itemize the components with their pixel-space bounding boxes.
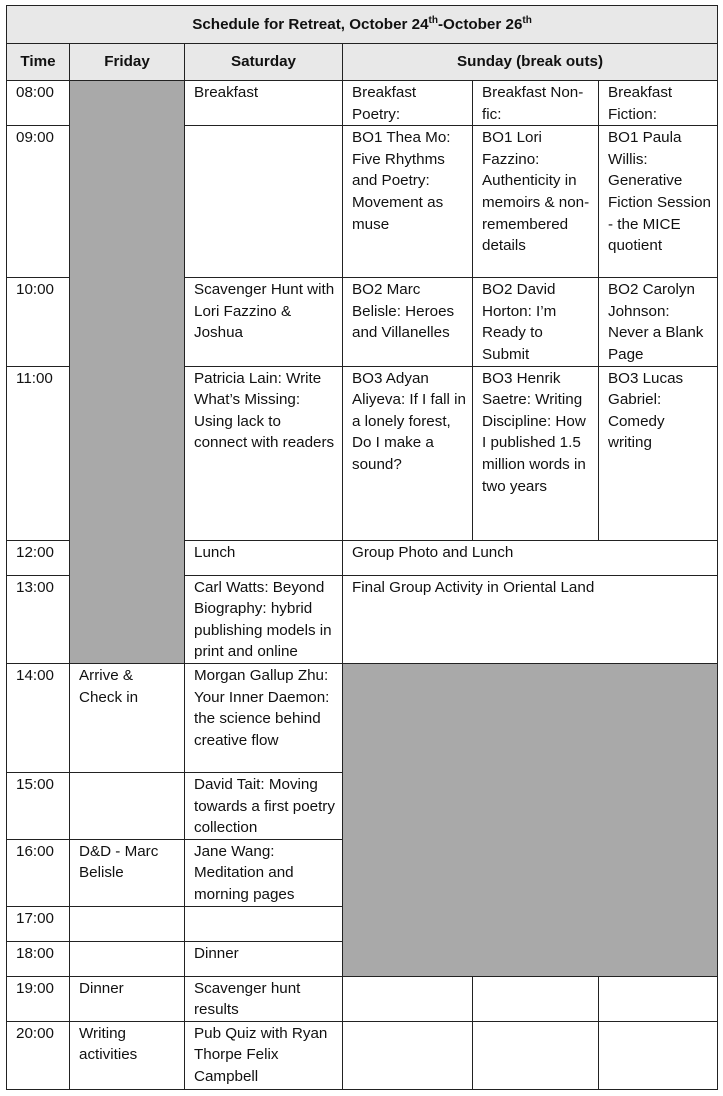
- sunday-nonfiction-cell: [473, 976, 599, 1021]
- sunday-nonfiction-cell: [473, 1021, 599, 1089]
- sunday-unavailable-block: [343, 663, 718, 976]
- table-row: [7, 81, 718, 126]
- saturday-cell: Breakfast: [185, 81, 343, 126]
- friday-cell: [70, 772, 185, 839]
- sunday-nonfiction-cell: BO2 David Horton: I’m Ready to Submit: [473, 278, 599, 366]
- friday-cell: Dinner: [70, 976, 185, 1021]
- header-sunday: Sunday (break outs): [343, 44, 718, 81]
- sunday-fiction-cell: [599, 1021, 718, 1089]
- time-cell: 08:00: [7, 81, 70, 126]
- friday-cell: [70, 941, 185, 976]
- saturday-cell: Carl Watts: Beyond Biography: hybrid publishing models in print and online: [185, 575, 343, 663]
- sunday-poetry-cell: [343, 1021, 473, 1089]
- friday-cell: Writing activities: [70, 1021, 185, 1089]
- title-row: [7, 6, 718, 44]
- time-cell: 20:00: [7, 1021, 70, 1089]
- sunday-poetry-cell: BO3 Adyan Aliyeva: If I fall in a lonely forest, Do I make a sound?: [343, 366, 473, 540]
- sunday-poetry-cell: BO2 Marc Belisle: Heroes and Villanelles: [343, 278, 473, 366]
- sunday-poetry-cell: Breakfast Poetry:: [343, 81, 473, 126]
- friday-cell: Arrive & Check in: [70, 663, 185, 772]
- header-saturday: Saturday: [185, 44, 343, 81]
- saturday-cell: Pub Quiz with Ryan Thorpe Felix Campbell: [185, 1021, 343, 1089]
- time-cell: 11:00: [7, 366, 70, 540]
- sunday-fiction-cell: [599, 976, 718, 1021]
- sunday-fiction-cell: BO3 Lucas Gabriel: Comedy writing: [599, 366, 718, 540]
- time-cell: 16:00: [7, 839, 70, 906]
- friday-cell: D&D - Marc Belisle: [70, 839, 185, 906]
- time-cell: 14:00: [7, 663, 70, 772]
- sunday-merged-cell: Group Photo and Lunch: [343, 540, 718, 575]
- time-cell: 09:00: [7, 126, 70, 278]
- time-cell: 19:00: [7, 976, 70, 1021]
- sunday-nonfiction-cell: Breakfast Non-fic:: [473, 81, 599, 126]
- saturday-cell: [185, 126, 343, 278]
- schedule-title: Schedule for Retreat, October 24th-October 26th: [7, 6, 718, 44]
- time-cell: 15:00: [7, 772, 70, 839]
- header-time: Time: [7, 44, 70, 81]
- time-cell: 18:00: [7, 941, 70, 976]
- header-friday: Friday: [70, 44, 185, 81]
- saturday-cell: Jane Wang: Meditation and morning pages: [185, 839, 343, 906]
- saturday-cell: David Tait: Moving towards a first poetry collection: [185, 772, 343, 839]
- time-cell: 17:00: [7, 906, 70, 941]
- friday-unavailable-block: [70, 81, 185, 664]
- saturday-cell: Lunch: [185, 540, 343, 575]
- sunday-nonfiction-cell: BO1 Lori Fazzino: Authenticity in memoirs & non-remembered details: [473, 126, 599, 278]
- sunday-merged-cell: Final Group Activity in Oriental Land: [343, 575, 718, 663]
- sunday-nonfiction-cell: BO3 Henrik Saetre: Writing Discipline: How I published 1.5 million words in two years: [473, 366, 599, 540]
- sunday-fiction-cell: BO2 Carolyn Johnson: Never a Blank Page: [599, 278, 718, 366]
- saturday-cell: Dinner: [185, 941, 343, 976]
- table-row: [7, 663, 718, 772]
- saturday-cell: Patricia Lain: Write What’s Missing: Using lack to connect with readers: [185, 366, 343, 540]
- table-row: [7, 1021, 718, 1089]
- time-cell: 10:00: [7, 278, 70, 366]
- friday-cell: [70, 906, 185, 941]
- time-cell: 12:00: [7, 540, 70, 575]
- time-cell: 13:00: [7, 575, 70, 663]
- saturday-cell: Morgan Gallup Zhu: Your Inner Daemon: the science behind creative flow: [185, 663, 343, 772]
- schedule-table: [6, 5, 718, 1090]
- saturday-cell: Scavenger hunt results: [185, 976, 343, 1021]
- saturday-cell: [185, 906, 343, 941]
- table-row: [7, 976, 718, 1021]
- sunday-fiction-cell: BO1 Paula Willis: Generative Fiction Session - the MICE quotient: [599, 126, 718, 278]
- sunday-poetry-cell: [343, 976, 473, 1021]
- sunday-poetry-cell: BO1 Thea Mo: Five Rhythms and Poetry: Movement as muse: [343, 126, 473, 278]
- saturday-cell: Scavenger Hunt with Lori Fazzino & Joshua: [185, 278, 343, 366]
- sunday-fiction-cell: Breakfast Fiction:: [599, 81, 718, 126]
- header-row: [7, 44, 718, 81]
